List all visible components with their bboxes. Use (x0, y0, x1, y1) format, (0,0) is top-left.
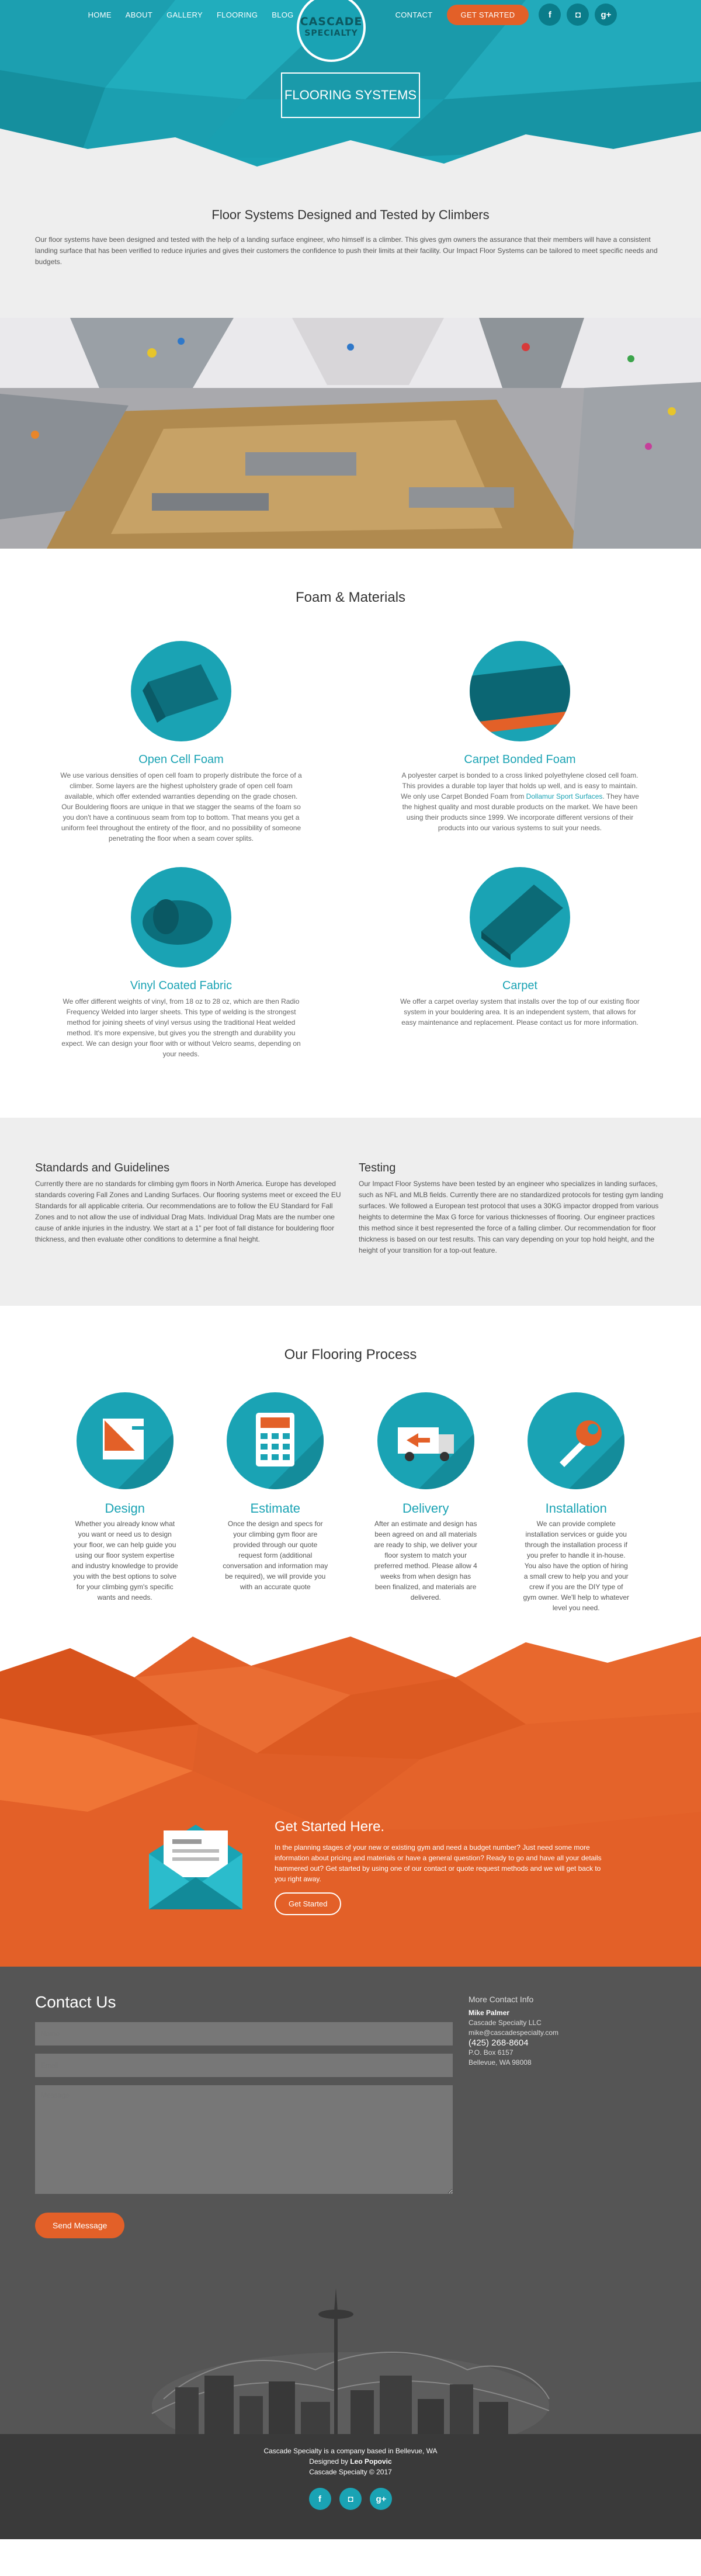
contact-company: Cascade Specialty LLC (469, 2019, 542, 2027)
vinyl-coated-fabric-image (131, 867, 231, 968)
process-step (359, 1392, 492, 1613)
hero-header (0, 0, 701, 169)
standards-body: Currently there are no standards for climbing gym floors in North America. Europe has developed standards covering Fall Zones and Landing Surfaces. Our flooring systems meet or exceed the EU Standards for all applicable criteria. Our recommendations are to follow the EU Standard for Fall Zones and to not allow the use of individual Drag Mats. Individual Drag Mats are the number one cause of ankle injuries in the industry. We start at a 1" per foot of fall distance for bouldering floor thickness, and then evaluate other conditions to determine a final height. (35, 1180, 341, 1243)
material-body: We offer different weights of vinyl, from 18 oz to 28 oz, which are then Radio Frequency Welded into larger sheets. This type of welding is the strongest method for joining sheets of vinyl versus using the traditional Heat welded method. It's more expensive, but gives you the strength and durability you expect. We can design your floor with or without Velcro seams, depending on your needs. (61, 997, 301, 1058)
contact-section (0, 1967, 701, 2434)
calculator-icon (227, 1392, 324, 1489)
step-body: We can provide complete installation services or guide you through the installation process if you prefer to handle it in-house. You also have the option of hiring a small crew to help you and your crew if you are the DIY type of gym owner. We'll help to whatever level you need. (523, 1520, 629, 1612)
footer-company-line: Cascade Specialty is a company based in Bellevue, WA (263, 2447, 438, 2455)
facebook-icon[interactable]: f (539, 4, 561, 26)
carpet-bonded-foam-image (470, 641, 570, 741)
cta-body: In the planning stages of your new or existing gym and need a budget number? Just need some more information about pricing and materials or have a general question? Ready to go and have all your details hammered out? Get started by using one of our contact or quote request methods and we will get back to you right away. (275, 1843, 602, 1883)
standards-section (0, 1118, 701, 1306)
process-step (209, 1392, 342, 1613)
footer (0, 2434, 701, 2539)
process-step (510, 1392, 643, 1613)
cta-get-started-button[interactable]: Get Started (275, 1892, 341, 1915)
footer-designed-by: Designed by (309, 2457, 350, 2466)
logo-line-2: SPECIALTY (304, 29, 358, 38)
design-tools-icon (77, 1392, 173, 1489)
hero-bottom-edge (0, 117, 701, 169)
foam-section-title: Foam & Materials (295, 590, 406, 605)
cta-text (275, 1819, 613, 1915)
material-title: Carpet Bonded Foam (464, 753, 576, 766)
footer-designer-line (0, 2456, 701, 2467)
nav-blog[interactable]: BLOG (272, 10, 294, 19)
open-cell-foam-image (131, 641, 231, 741)
step-body: Once the design and specs for your climbing gym floor are provided through our quote request form (additional conversation and information may be required), we will provide you with an accurate quote (223, 1520, 328, 1591)
google-plus-icon[interactable]: g+ (370, 2488, 392, 2510)
logo-line-1: CASCADE (300, 15, 363, 28)
cta-title: Get Started Here. (275, 1819, 385, 1835)
footer-designer-name[interactable]: Leo Popovic (350, 2457, 392, 2466)
nav-flooring[interactable]: FLOORING (216, 10, 258, 19)
material-title: Open Cell Foam (138, 753, 224, 766)
google-plus-icon[interactable]: g+ (595, 4, 617, 26)
contact-email[interactable]: mike@cascadespecialty.com (469, 2029, 559, 2037)
footer-social (0, 2488, 701, 2510)
step-title: Installation (545, 1501, 607, 1516)
nav-gallery[interactable]: GALLERY (166, 10, 203, 19)
step-title: Estimate (250, 1501, 301, 1516)
material-item (58, 641, 304, 844)
material-title: Carpet (502, 979, 538, 992)
material-body: We offer a carpet overlay system that installs over the top of our existing floor system in your bouldering area. It is an independent system, that allows for easy maintenance and replacement. Please contact us for more information. (400, 997, 640, 1027)
truck-icon (377, 1392, 474, 1489)
contact-info-title: More Contact Info (469, 1995, 534, 2004)
name-field[interactable] (35, 2022, 453, 2045)
testing-title: Testing (359, 1162, 396, 1174)
instagram-icon[interactable]: ◘ (567, 4, 589, 26)
testing-column (359, 1162, 666, 1256)
material-item (397, 867, 643, 1059)
material-body: We use various densities of open cell foam to properly distribute the force of a climber. Some layers are the highest upholstery grade of open cell foam available, which offer extended warranties depending on the grade chosen. Our Bouldering floors are unique in that we stagger the seams of the foam so you don't have a continuous seam from top to bottom. That means you get a uniform feel throughout the entirety of the floor, and no possibility of someone penetrating the floor when a seam cover splits. (60, 771, 302, 843)
contact-title: Contact Us (35, 1993, 116, 2011)
cta-facets (0, 1637, 701, 1967)
standards-column (35, 1162, 342, 1256)
contact-phone[interactable]: (425) 268-8604 (469, 2038, 529, 2048)
climbing-gym-photo (0, 318, 701, 549)
nav-contact[interactable]: CONTACT (395, 10, 433, 19)
contact-person: Mike Palmer (469, 2009, 510, 2017)
carpet-image (470, 867, 570, 968)
intro-title: Floor Systems Designed and Tested by Climbers (211, 207, 490, 222)
dollamur-link[interactable]: Dollamur Sport Surfaces (526, 792, 603, 800)
process-step (58, 1392, 192, 1613)
process-title: Our Flooring Process (284, 1347, 417, 1362)
step-body: Whether you already know what you want or need us to design your floor, we can help guide you using our floor system expertise and industry knowledge to provide you with the best options to solve for your climbing gym's specific wants and needs. (71, 1520, 178, 1601)
material-body (397, 770, 643, 833)
contact-info (469, 1995, 558, 2068)
nav-about[interactable]: ABOUT (125, 10, 153, 19)
send-message-button[interactable]: Send Message (35, 2213, 124, 2238)
get-started-button[interactable]: GET STARTED (447, 5, 529, 25)
instagram-icon[interactable]: ◘ (339, 2488, 362, 2510)
wrench-icon (528, 1392, 624, 1489)
nav-home[interactable]: HOME (88, 10, 112, 19)
message-field[interactable] (35, 2085, 453, 2194)
contact-city: Bellevue, WA 98008 (469, 2058, 532, 2067)
material-item (58, 867, 304, 1059)
flooring-process-section (0, 1306, 701, 1637)
envelope-icon (146, 1819, 245, 1915)
material-title: Vinyl Coated Fabric (130, 979, 232, 992)
step-title: Delivery (402, 1501, 449, 1516)
contact-po-box: P.O. Box 6157 (469, 2048, 513, 2057)
gym-floor-illustration (0, 318, 701, 549)
foam-materials-section (0, 549, 701, 1118)
standards-title: Standards and Guidelines (35, 1162, 170, 1174)
hero-title: FLOORING SYSTEMS (281, 72, 420, 118)
cta-content (146, 1819, 613, 1915)
step-title: Design (105, 1501, 145, 1516)
intro-section (0, 169, 701, 318)
facebook-icon[interactable]: f (309, 2488, 331, 2510)
get-started-section (0, 1637, 701, 1967)
material-body-post: . They have the highest quality and most durable products on the market. We have been using their products since 1999. We incorporate different versions of their products into our various systems to suit your needs. (402, 792, 639, 832)
intro-body: Our floor systems have been designed and tested with the help of a landing surface engineer, who himself is a climber. This gives gym owners the assurance that their members will have a consistent landing surface that has been verified to reduce injuries and gives their customers the confidence to push their limits at their facility. Our Impact Floor Systems can be tailored to meet specific needs and budgets. (35, 235, 658, 266)
material-item (397, 641, 643, 844)
seattle-skyline-illustration (140, 2288, 561, 2434)
footer-copyright: Cascade Specialty © 2017 (309, 2468, 392, 2476)
step-body: After an estimate and design has been agreed on and all materials are ready to ship, we deliver your floor system to match your preferred method. Please allow 4 weeks from when design has been finalized, and materials are delivered. (374, 1520, 478, 1601)
email-field[interactable] (35, 2054, 453, 2077)
testing-body: Our Impact Floor Systems have been tested by an engineer who specializes in landing surfaces, such as NFL and MLB fields. Currently there are no standardized protocols for testing gym landing surfaces. We followed a European test protocol that uses a 30KG impactor dropped from various heights to determine the Max G force for various thicknesses of flooring. Our engineer practices this method since it best represented the force of a falling climber. Our recommendation for floor thickness is based on our test results. This can vary depending on your top hold height, and the height of your transition for a top-out feature. (359, 1180, 664, 1254)
material-body-pre: A polyester carpet is bonded to a cross linked polyethylene closed cell foam. This provides a durable top layer that holds up well, and is easy to maintain. We only use Carpet Bonded Foam from (401, 771, 638, 800)
